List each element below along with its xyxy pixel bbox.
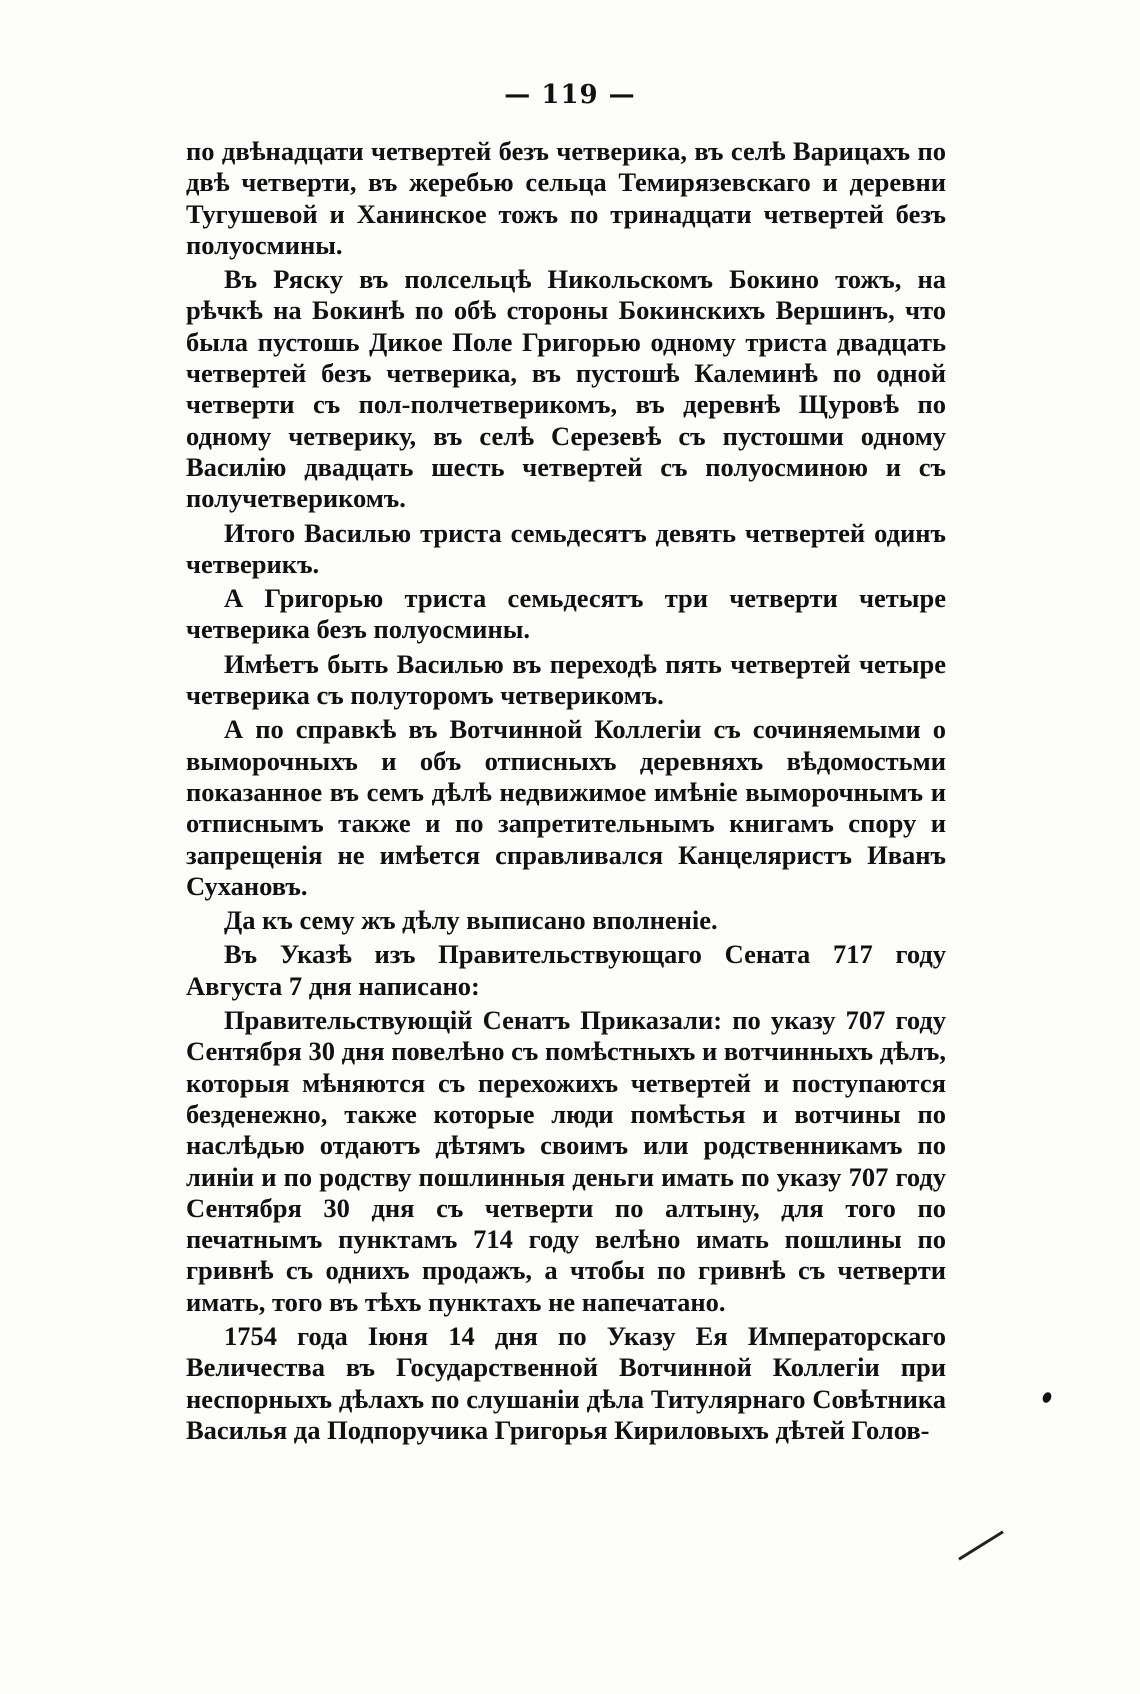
body-text bbox=[186, 136, 946, 1449]
paragraph: А Григорью триста семьдесятъ три четверти четыре четверика безъ полуосмины. bbox=[186, 583, 946, 645]
paragraph: Въ Указѣ изъ Правительствующаго Сената 717 году Августа 7 дня написано: bbox=[186, 939, 946, 1001]
paragraph: 1754 года Іюня 14 дня по Указу Ея Императорскаго Величества въ Государственной Вотчинной Коллегіи при неспорныхъ дѣлахъ по слушаніи дѣла Титулярнаго Совѣтника Василья да Подпоручика Григорья Кириловыхъ дѣтей Голов- bbox=[186, 1320, 946, 1445]
paragraph: Правительствующій Сенатъ Приказали: по указу 707 году Сентября 30 дня повелѣно съ помѣстныхъ и вотчинныхъ дѣлъ, которыя мѣняются съ перехожихъ четвертей и поступаются безденежно, также которые люди помѣстья и вотчины по наслѣдью отдаютъ дѣтямъ своимъ или родственникамъ по линіи и по родству пошлинныя деньги имать по указу 707 году Сентября 30 дня съ четверти по алтыну, для того по печатнымъ пунктамъ 714 году велѣно имать пошлины по гривнѣ съ однихъ продажъ, а чтобы по гривнѣ съ четверти имать, того въ тѣхъ пунктахъ не напечатано. bbox=[186, 1005, 946, 1317]
ink-blot-mark bbox=[1041, 1391, 1053, 1404]
paragraph: Имѣетъ быть Василью въ переходѣ пять четвертей четыре четверика съ полуторомъ четверикомъ. bbox=[186, 648, 946, 711]
paragraph: Итого Василью триста семьдесятъ девять четвертей одинъ четверикъ. bbox=[186, 517, 946, 579]
page-number: — 119 — bbox=[504, 80, 636, 110]
paragraph: по двѣнадцати четвертей безъ четверика, въ селѣ Варицахъ по двѣ четверти, въ жеребью сельца Темирязевскаго и деревни Тугушевой и Ханинское тожъ по тринадцати четвертей безъ полуосмины. bbox=[186, 136, 946, 260]
pen-stroke-mark bbox=[958, 1530, 1004, 1560]
paragraph: Да къ сему жъ дѣлу выписано вполненіе. bbox=[224, 905, 718, 936]
paragraph: Въ Ряску въ полсельцѣ Никольскомъ Бокино тожъ, на рѣчкѣ на Бокинѣ по обѣ стороны Бокинскихъ Вершинъ, что была пустошь Дикое Поле Григорью одному триста двадцать четвертей безъ четверика, въ пустошѣ Калеминѣ по одной четверти съ пол-полчетверикомъ, въ деревнѣ Щуровѣ по одному четверику, въ селѣ Серезевѣ съ пустошми одному Василію двадцать шесть четвертей съ полуосминою и съ получетверикомъ. bbox=[186, 264, 946, 514]
paragraph: А по справкѣ въ Вотчинной Коллегіи съ сочиняемыми о выморочныхъ и объ отписныхъ деревняхъ вѣдомостьми показанное въ семъ дѣлѣ недвижимое имѣніе выморочнымъ и отписнымъ также и по запретительнымъ книгамъ спору и запрещенія не имѣется справливался Канцеляристъ Иванъ Сухановъ. bbox=[186, 714, 946, 901]
